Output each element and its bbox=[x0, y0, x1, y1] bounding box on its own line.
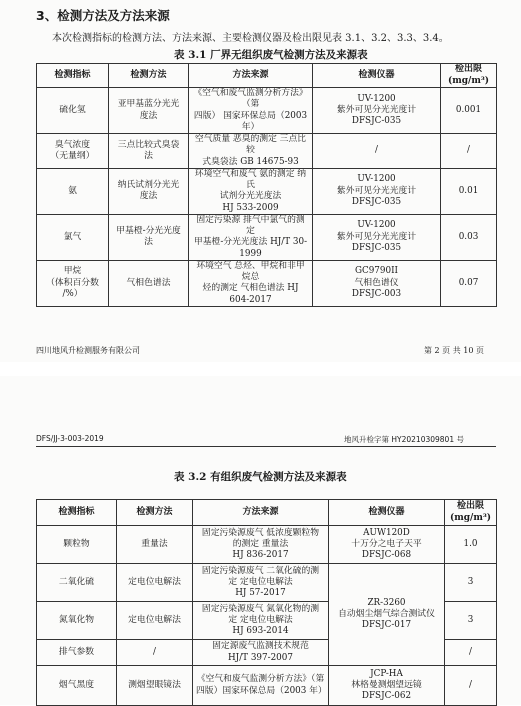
cell-indicator: 烟气黑度 bbox=[37, 666, 117, 706]
company-footer: 四川地风升检测服务有限公司 bbox=[36, 346, 140, 355]
page-number: 第 2 页 共 10 页 bbox=[424, 346, 484, 355]
cell-method: 亚甲基蓝分光光 度法 bbox=[109, 88, 189, 134]
header-method: 检测方法 bbox=[109, 64, 189, 88]
cell-source: 《空气和废气监测分析方法》（第 四版） 国家环保总局（2003 年） bbox=[189, 88, 313, 134]
table-row bbox=[37, 88, 497, 134]
section-heading: 3、检测方法及方法来源 bbox=[36, 8, 170, 23]
header-detection-limit: 检出限 (mg/m³) bbox=[445, 500, 497, 526]
cell-instrument-shared: ZR-3260 自动烟尘烟气综合测试仪 DFSJC-017 bbox=[329, 564, 445, 666]
page-gap bbox=[0, 362, 521, 376]
cell-limit: / bbox=[445, 640, 497, 666]
header-instrument: 检测仪器 bbox=[329, 500, 445, 526]
cell-method: 三点比较式臭袋 法 bbox=[109, 134, 189, 169]
table-row bbox=[37, 666, 497, 706]
cell-limit: 0.01 bbox=[441, 168, 497, 214]
table-row bbox=[37, 214, 497, 260]
table-3-2-title: 表 3.2 有组织废气检测方法及来源表 bbox=[174, 471, 347, 483]
table-row bbox=[37, 526, 497, 564]
cell-limit: 0.03 bbox=[441, 214, 497, 260]
header-source: 方法来源 bbox=[193, 500, 329, 526]
cell-method: 定电位电解法 bbox=[117, 564, 193, 602]
cell-method: 重量法 bbox=[117, 526, 193, 564]
header-divider bbox=[36, 446, 496, 447]
cell-method: 甲基橙-分光光度 法 bbox=[109, 214, 189, 260]
cell-limit: / bbox=[445, 666, 497, 706]
table-header-row bbox=[37, 500, 497, 526]
cell-method: 气相色谱法 bbox=[109, 260, 189, 306]
cell-limit: 3 bbox=[445, 602, 497, 640]
cell-instrument: UV-1200 紫外可见分光光度计 DFSJC-035 bbox=[313, 214, 441, 260]
cell-method: 定电位电解法 bbox=[117, 602, 193, 640]
cell-indicator: 硫化氢 bbox=[37, 88, 109, 134]
table-3-1 bbox=[36, 63, 497, 307]
cell-method: 测烟望眼镜法 bbox=[117, 666, 193, 706]
cell-source: 环境空气和废气 氨的测定 纳氏 试剂分光光度法 HJ 533-2009 bbox=[189, 168, 313, 214]
cell-source: 固定污染源废气 氮氧化物的测 定 定电位电解法 HJ 693-2014 bbox=[193, 602, 329, 640]
table-row bbox=[37, 168, 497, 214]
table-3-1-title: 表 3.1 厂界无组织废气检测方法及来源表 bbox=[174, 49, 368, 61]
table-row bbox=[37, 260, 497, 306]
header-method: 检测方法 bbox=[117, 500, 193, 526]
cell-indicator: 氨 bbox=[37, 168, 109, 214]
cell-indicator: 排气参数 bbox=[37, 640, 117, 666]
cell-source: 《空气和废气监测分析方法》（第 四版）国家环保总局（2003 年） bbox=[193, 666, 329, 706]
table-row bbox=[37, 564, 497, 602]
cell-instrument: / bbox=[313, 134, 441, 169]
cell-source: 空气质量 恶臭的测定 三点比较 式臭袋法 GB 14675-93 bbox=[189, 134, 313, 169]
table-row bbox=[37, 134, 497, 169]
header-indicator: 检测指标 bbox=[37, 500, 117, 526]
cell-indicator: 氮氧化物 bbox=[37, 602, 117, 640]
cell-limit: 0.001 bbox=[441, 88, 497, 134]
cell-limit: 1.0 bbox=[445, 526, 497, 564]
cell-instrument: GC9790II 气相色谱仪 DFSJC-003 bbox=[313, 260, 441, 306]
cell-method: 纳氏试剂分光光 度法 bbox=[109, 168, 189, 214]
cell-indicator: 氯气 bbox=[37, 214, 109, 260]
header-indicator: 检测指标 bbox=[37, 64, 109, 88]
cell-source: 固定污染源 排气中氯气的测定 甲基橙-分光光度法 HJ/T 30-1999 bbox=[189, 214, 313, 260]
cell-instrument: AUW120D 十万分之电子天平 DFSJC-068 bbox=[329, 526, 445, 564]
header-detection-limit: 检出限 (mg/m³) bbox=[441, 64, 497, 88]
cell-instrument: UV-1200 紫外可见分光光度计 DFSJC-035 bbox=[313, 168, 441, 214]
table-3-2 bbox=[36, 499, 497, 706]
cell-limit: / bbox=[441, 134, 497, 169]
cell-indicator: 二氧化硫 bbox=[37, 564, 117, 602]
cell-limit: 3 bbox=[445, 564, 497, 602]
header-instrument: 检测仪器 bbox=[313, 64, 441, 88]
cell-indicator: 臭气浓度 （无量纲） bbox=[37, 134, 109, 169]
cell-source: 固定源废气监测技术规范 HJ/T 397-2007 bbox=[193, 640, 329, 666]
cell-source: 环境空气 总烃、甲烷和非甲烷总 烃的测定 气相色谱法 HJ 604-2017 bbox=[189, 260, 313, 306]
intro-paragraph: 本次检测指标的检测方法、方法来源、主要检测仪器及检出限见表 3.1、3.2、3.3、3.4。 bbox=[52, 33, 449, 44]
cell-indicator: 颗粒物 bbox=[37, 526, 117, 564]
cell-instrument: JCP-HA 林格曼测烟望远镜 DFSJC-062 bbox=[329, 666, 445, 706]
cell-indicator: 甲烷 （体积百分数 /%） bbox=[37, 260, 109, 306]
cell-source: 固定污染源废气 二氧化硫的测 定 定电位电解法 HJ 57-2017 bbox=[193, 564, 329, 602]
table-header-row bbox=[37, 64, 497, 88]
cell-instrument: UV-1200 紫外可见分光光度计 DFSJC-035 bbox=[313, 88, 441, 134]
document-code: DFS/JJ-3-003-2019 bbox=[36, 434, 104, 443]
report-number: 地风升检字第 HY20210309801 号 bbox=[344, 435, 464, 444]
cell-method: / bbox=[117, 640, 193, 666]
header-source: 方法来源 bbox=[189, 64, 313, 88]
report-page-3 bbox=[0, 376, 521, 705]
cell-source: 固定污染源废气 低浓度颗粒物 的测定 重量法 HJ 836-2017 bbox=[193, 526, 329, 564]
cell-limit: 0.07 bbox=[441, 260, 497, 306]
